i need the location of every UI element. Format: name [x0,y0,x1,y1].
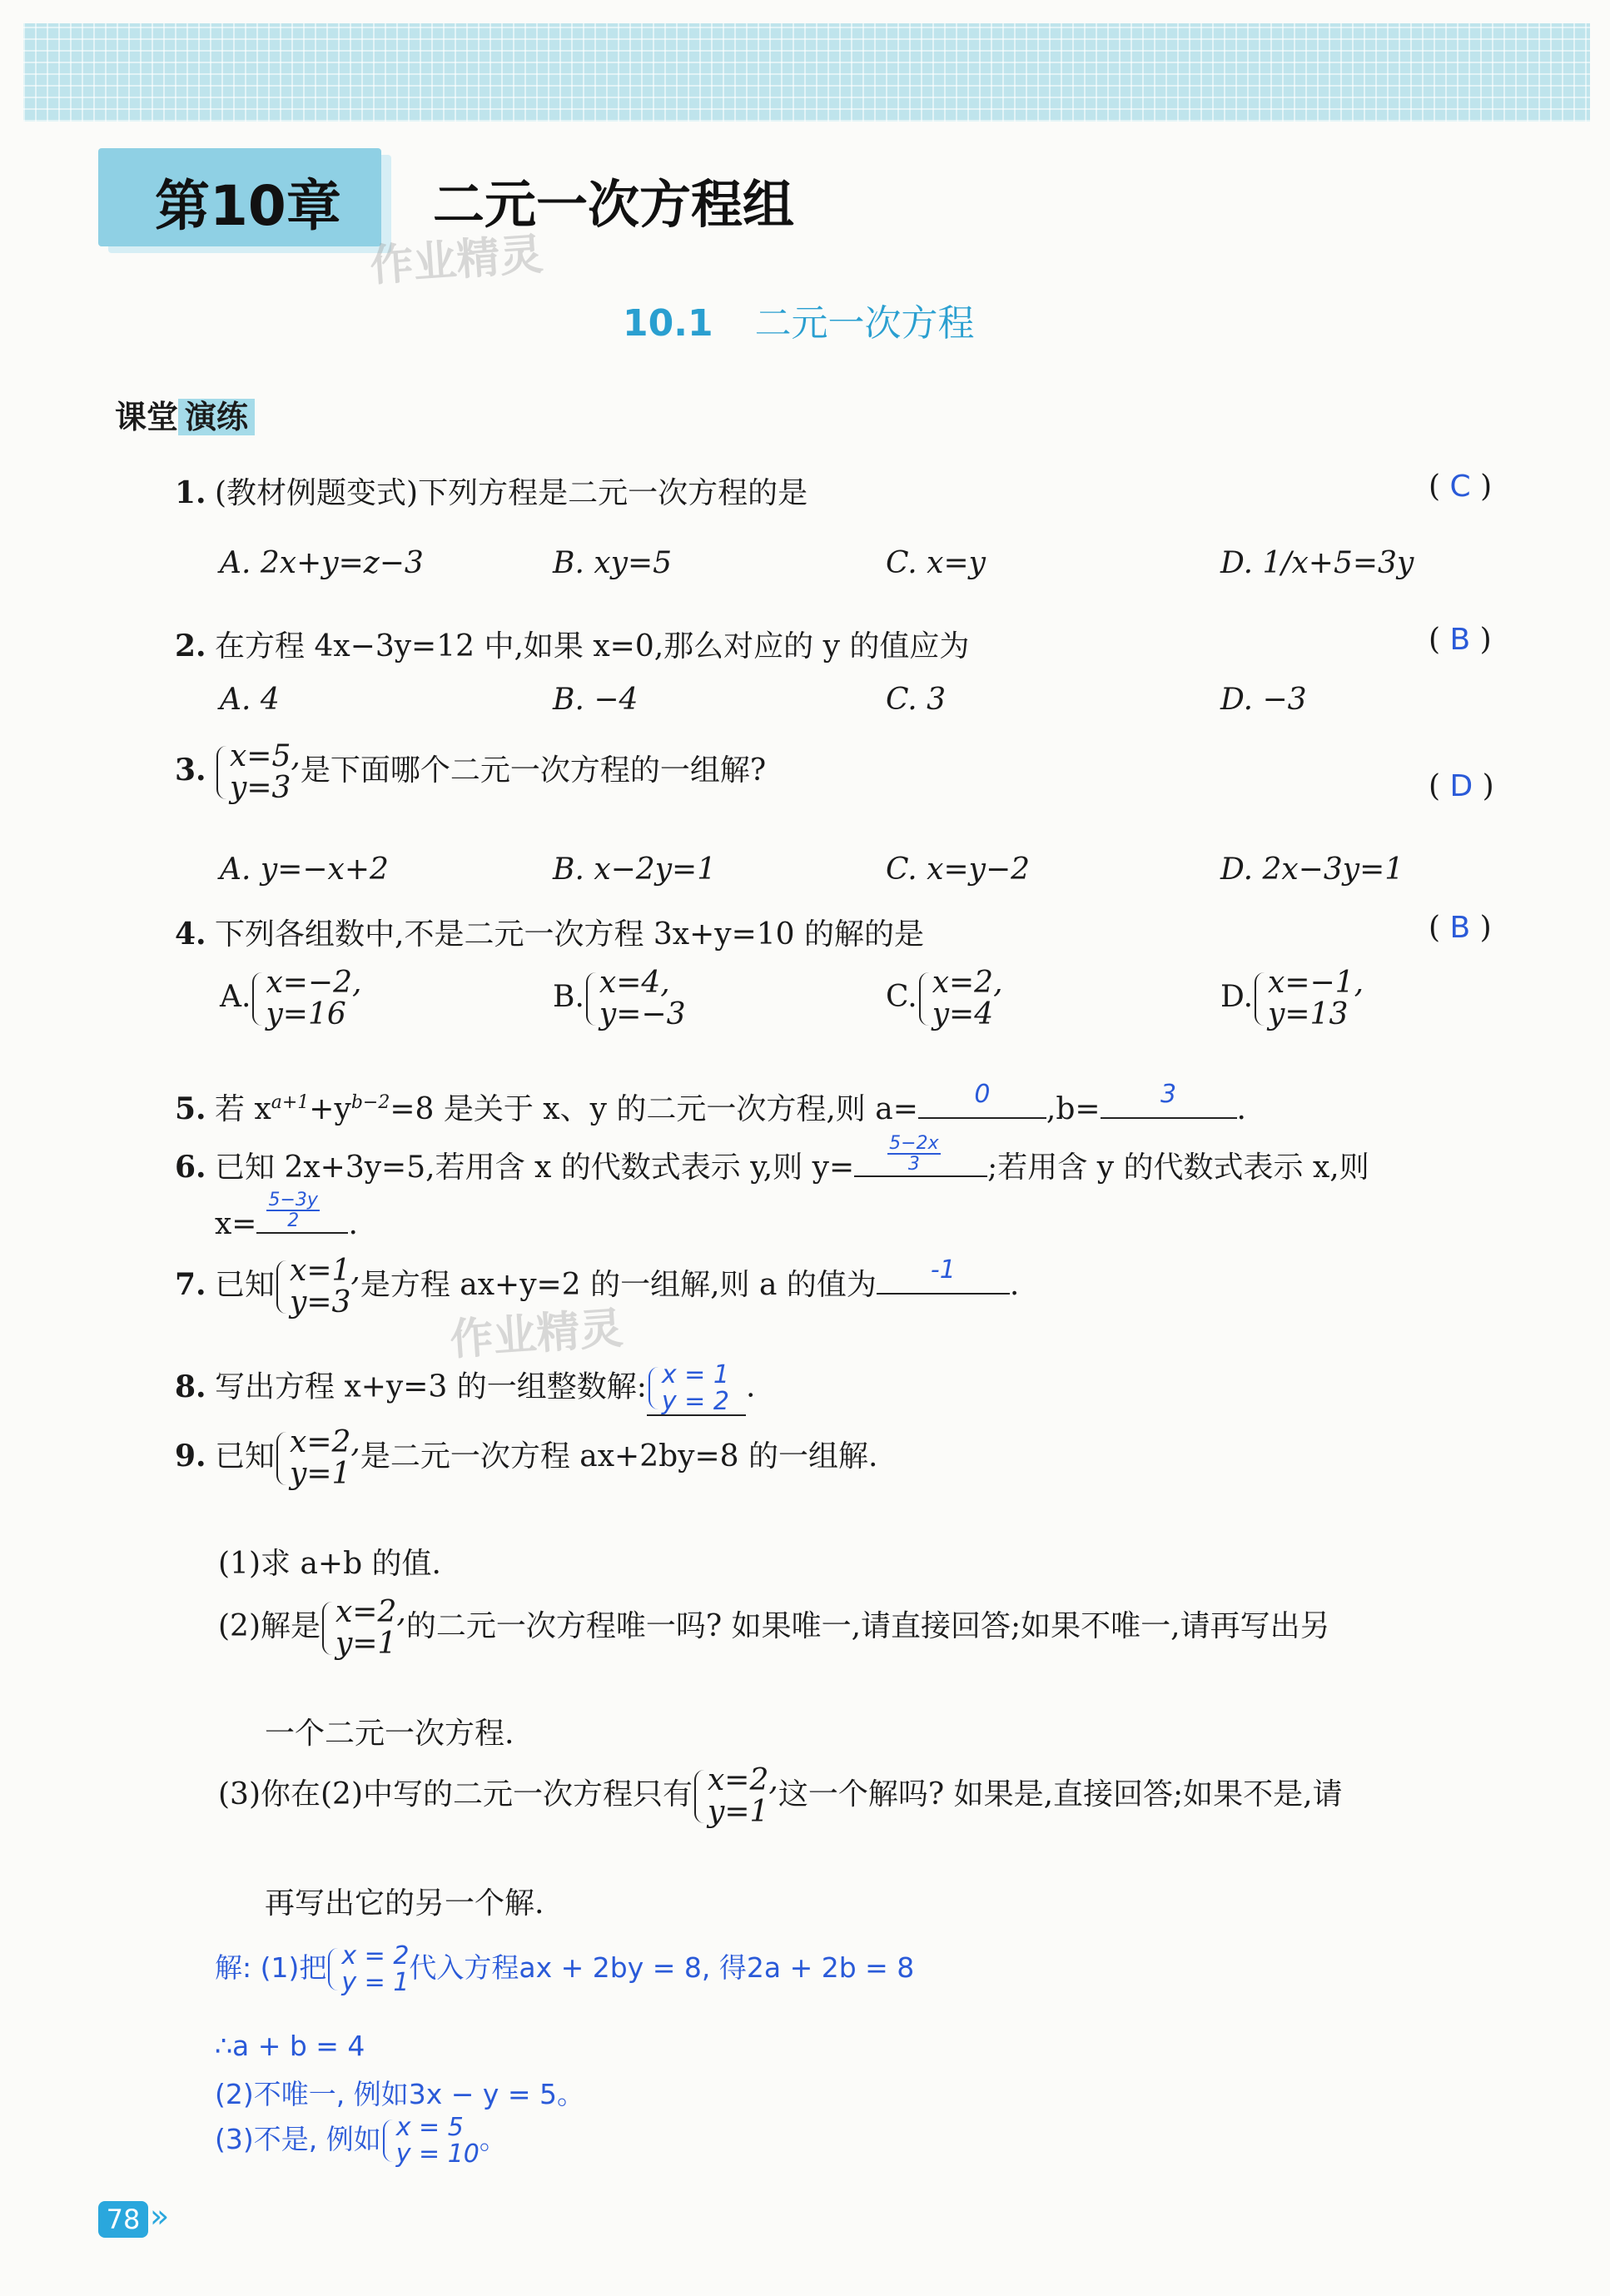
solution-line-2: ∴a + b = 4 [215,2030,365,2062]
header-band [23,23,1590,122]
question-1: 1. (教材例题变式)下列方程是二元一次方程的是 [175,475,808,510]
section-title [623,293,975,346]
chapter-label: 第10章 [155,174,341,238]
question-8: 8. 写出方程 x+y=3 的一组整数解: x = 1 y = 2 . [175,1360,756,1416]
option-b: B. x=4, y=−3 [553,966,686,1031]
option-b: B. xy=5 [553,546,673,580]
option-c: C. x=2, y=4 [886,966,1003,1031]
answer-paren-1: ( C ) [1429,470,1493,504]
option-d: D. 2x−3y=1 [1220,852,1404,887]
question-9-part-2: (2)解是 x=2, y=1 的二元一次方程唯一吗? 如果唯一,请直接回答;如果不唯一,请再写出另 [218,1595,1330,1661]
question-6-line2: x= $\frac{5-3y}{2}$ . [215,1189,358,1241]
watermark: 作业精灵 [368,229,545,292]
answer-paren-3: ( D ) [1429,769,1494,803]
page-number: 78 [98,2201,148,2238]
answer-system: x = 1 y = 2 [647,1362,746,1416]
answer-paren-4: ( B ) [1429,911,1492,945]
chapter-title: 二元一次方程组 [433,174,795,235]
answer-paren-2: ( B ) [1429,623,1492,657]
option-c: C. 3 [886,683,947,717]
option-a: A. 2x+y=z−3 [220,546,424,580]
option-c: C. x=y−2 [886,852,1031,887]
question-5: 5. 若 $x^{a+1}+y^{b-2}=8$ 是关于 x、y 的二元一次方程,则 a= 0 ,b= 3 . [175,1080,1246,1126]
question-7: 7. 已知 x=1, y=3 是方程 ax+y=2 的一组解,则 a 的值为 -1 . [175,1254,1020,1319]
solution-line-4: (3)不是, 例如 x = 5 y = 10 。 [215,2113,507,2169]
option-a: A. x=−2, y=16 [220,966,362,1031]
option-d: D. −3 [1220,683,1307,717]
chevron-right-icon: » [150,2198,170,2234]
option-d: D. 1/x+5=3y [1220,546,1414,580]
option-a: A. 4 [220,683,280,717]
option-b: B. x−2y=1 [553,852,717,887]
solution-line-1: 解: (1)把 x = 2 y = 1 代入方程ax + 2by = 8, 得2a + 2b = 8 [215,1941,915,1997]
answer-blank: $\frac{5-3y}{2}$ [256,1202,348,1234]
solution-line-3: (2)不唯一, 例如3x − y = 5。 [215,2078,585,2110]
question-6: 6. 已知 2x+3y=5,若用含 x 的代数式表示 y,则 y= $\frac{5-2x}{3}$ ;若用含 y 的代数式表示 x,则 [175,1132,1369,1185]
practice-heading: 课堂 演练 [115,391,255,437]
section-number: 10.1 [623,302,713,345]
question-9-part-1: (1)求 a+b 的值. [218,1547,441,1581]
section-name: 二元一次方程 [754,302,975,345]
option-b: B. −4 [553,683,639,717]
option-c: C. x=y [886,546,986,580]
answer-blank: $\frac{5-2x}{3}$ [854,1146,987,1177]
answer-blank: 0 [918,1089,1046,1119]
question-9-part-3: (3)你在(2)中写的二元一次方程只有 x=2, y=1 这一个解吗? 如果是,直接回答;如果不是,请 [218,1763,1343,1829]
question-2: 2. 在方程 4x−3y=12 中,如果 x=0,那么对应的 y 的值应为 [175,629,970,663]
question-9-part-3-line2: 再写出它的另一个解. [265,1886,544,1921]
question-3: 3. x=5, y=3 是下面哪个二元一次方程的一组解? [175,739,767,805]
option-a: A. y=−x+2 [220,852,389,887]
answer-blank: 3 [1101,1089,1237,1119]
equation-system: x=5, y=3 [215,741,301,804]
watermark: 作业精灵 [448,1303,625,1366]
question-4: 4. 下列各组数中,不是二元一次方程 3x+y=10 的解的是 [175,917,925,952]
question-9: 9. 已知 x=2, y=1 是二元一次方程 ax+2by=8 的一组解. [175,1425,878,1491]
option-d: D. x=−1, y=13 [1220,966,1364,1031]
answer-blank: -1 [877,1265,1010,1295]
question-9-part-2-line2: 一个二元一次方程. [265,1717,514,1751]
